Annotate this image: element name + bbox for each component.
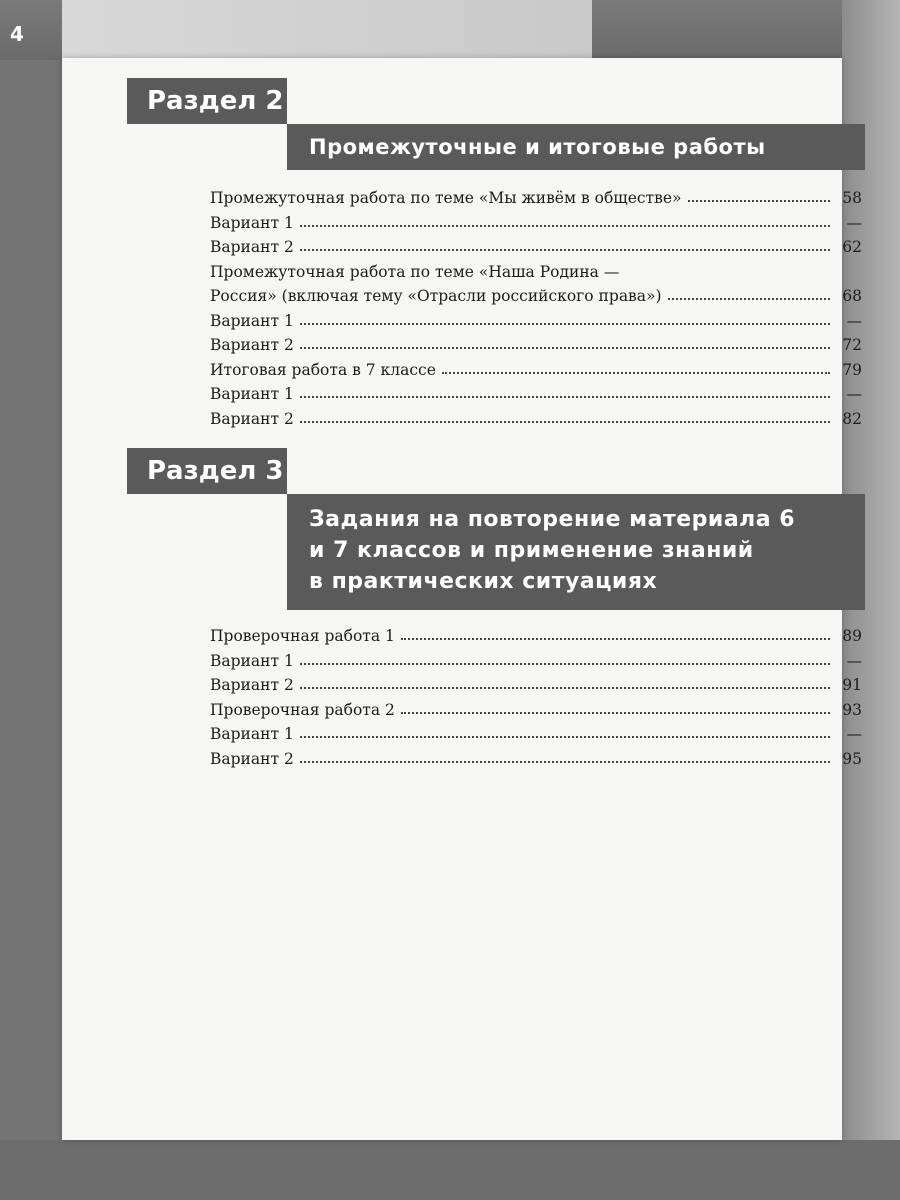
section-2-title-line: Промежуточные и итоговые работы xyxy=(309,135,766,159)
top-margin xyxy=(62,0,592,58)
section-3-toc xyxy=(210,624,862,771)
section-3-label: Раздел 3 xyxy=(127,448,287,494)
section-3-title-line: и 7 классов и применение знаний xyxy=(309,538,754,563)
leader-dots xyxy=(300,347,830,349)
toc-entry-label: Вариант 1 xyxy=(210,725,294,743)
toc-entry-page: 93 xyxy=(842,700,862,719)
toc-entry-page: — xyxy=(846,311,862,330)
toc-entry-label: Вариант 2 xyxy=(210,409,294,428)
toc-entry[interactable] xyxy=(210,407,862,432)
toc-entry-page: 91 xyxy=(842,676,862,694)
toc-entry-page: — xyxy=(846,725,862,743)
toc-entry-label: Промежуточная работа по теме «Наша Родина — xyxy=(210,262,620,281)
leader-dots xyxy=(300,396,830,398)
toc-entry-label: Вариант 2 xyxy=(210,336,294,354)
leader-dots xyxy=(300,421,830,423)
leader-dots xyxy=(442,372,830,374)
toc-entry[interactable] xyxy=(210,698,862,723)
toc-entry-page: 62 xyxy=(842,238,862,256)
leader-dots xyxy=(668,298,830,300)
toc-entry[interactable] xyxy=(210,284,862,309)
toc-entry-label: Россия» (включая тему «Отрасли российского права») xyxy=(210,287,662,305)
section-3-title-line: Задания на повторение материала 6 xyxy=(309,507,796,532)
leader-dots xyxy=(300,687,830,689)
toc-entry-page: 79 xyxy=(842,360,862,379)
toc-entry[interactable] xyxy=(210,186,862,211)
toc-entry-page: — xyxy=(846,385,862,403)
toc-entry[interactable] xyxy=(210,235,862,260)
toc-entry-label: Вариант 1 xyxy=(210,385,294,403)
toc-entry[interactable] xyxy=(210,211,862,236)
toc-entry-page: 89 xyxy=(842,627,862,645)
toc-entry-label: Промежуточная работа по теме «Мы живём в обществе» xyxy=(210,189,682,207)
toc-entry-page: — xyxy=(846,213,862,232)
toc-entry[interactable] xyxy=(210,309,862,334)
toc-entry-label: Вариант 2 xyxy=(210,749,294,768)
leader-dots xyxy=(688,200,830,202)
toc-entry-label: Проверочная работа 2 xyxy=(210,700,395,719)
toc-entry-label: Вариант 2 xyxy=(210,676,294,694)
toc-entry[interactable] xyxy=(210,333,862,358)
toc-entry-page: 72 xyxy=(842,336,862,354)
toc-entry[interactable] xyxy=(210,624,862,649)
toc-entry-page: 58 xyxy=(842,189,862,207)
toc-entry-page: — xyxy=(846,651,862,670)
toc-entry-page: 95 xyxy=(842,749,862,768)
toc-entry[interactable] xyxy=(210,747,862,772)
toc-entry-continued[interactable] xyxy=(210,260,862,285)
section-3-title-line: в практических ситуациях xyxy=(309,569,658,594)
leader-dots xyxy=(300,761,830,763)
toc-entry-label: Вариант 1 xyxy=(210,213,294,232)
leader-dots xyxy=(300,663,830,665)
section-2-toc xyxy=(210,186,862,431)
section-2-label: Раздел 2 xyxy=(127,78,287,124)
toc-entry-label: Проверочная работа 1 xyxy=(210,627,395,645)
toc-entry[interactable] xyxy=(210,358,862,383)
toc-entry[interactable] xyxy=(210,649,862,674)
toc-entry-page: 82 xyxy=(842,409,862,428)
toc-entry-label: Вариант 1 xyxy=(210,651,294,670)
bottom-shade xyxy=(0,1140,900,1200)
section-2-title xyxy=(287,124,865,170)
page-number: 4 xyxy=(10,22,24,46)
toc-entry[interactable] xyxy=(210,722,862,747)
toc-entry-page: 68 xyxy=(842,287,862,305)
left-shade xyxy=(0,60,62,1140)
leader-dots xyxy=(300,225,830,227)
toc-entry[interactable] xyxy=(210,673,862,698)
section-3-title xyxy=(287,494,865,610)
toc-entry-label: Вариант 1 xyxy=(210,311,294,330)
leader-dots xyxy=(401,712,830,714)
toc-entry[interactable] xyxy=(210,382,862,407)
leader-dots xyxy=(300,323,830,325)
leader-dots xyxy=(300,736,830,738)
toc-entry-label: Итоговая работа в 7 классе xyxy=(210,360,436,379)
toc-entry-label: Вариант 2 xyxy=(210,238,294,256)
leader-dots xyxy=(300,249,830,251)
leader-dots xyxy=(401,638,830,640)
